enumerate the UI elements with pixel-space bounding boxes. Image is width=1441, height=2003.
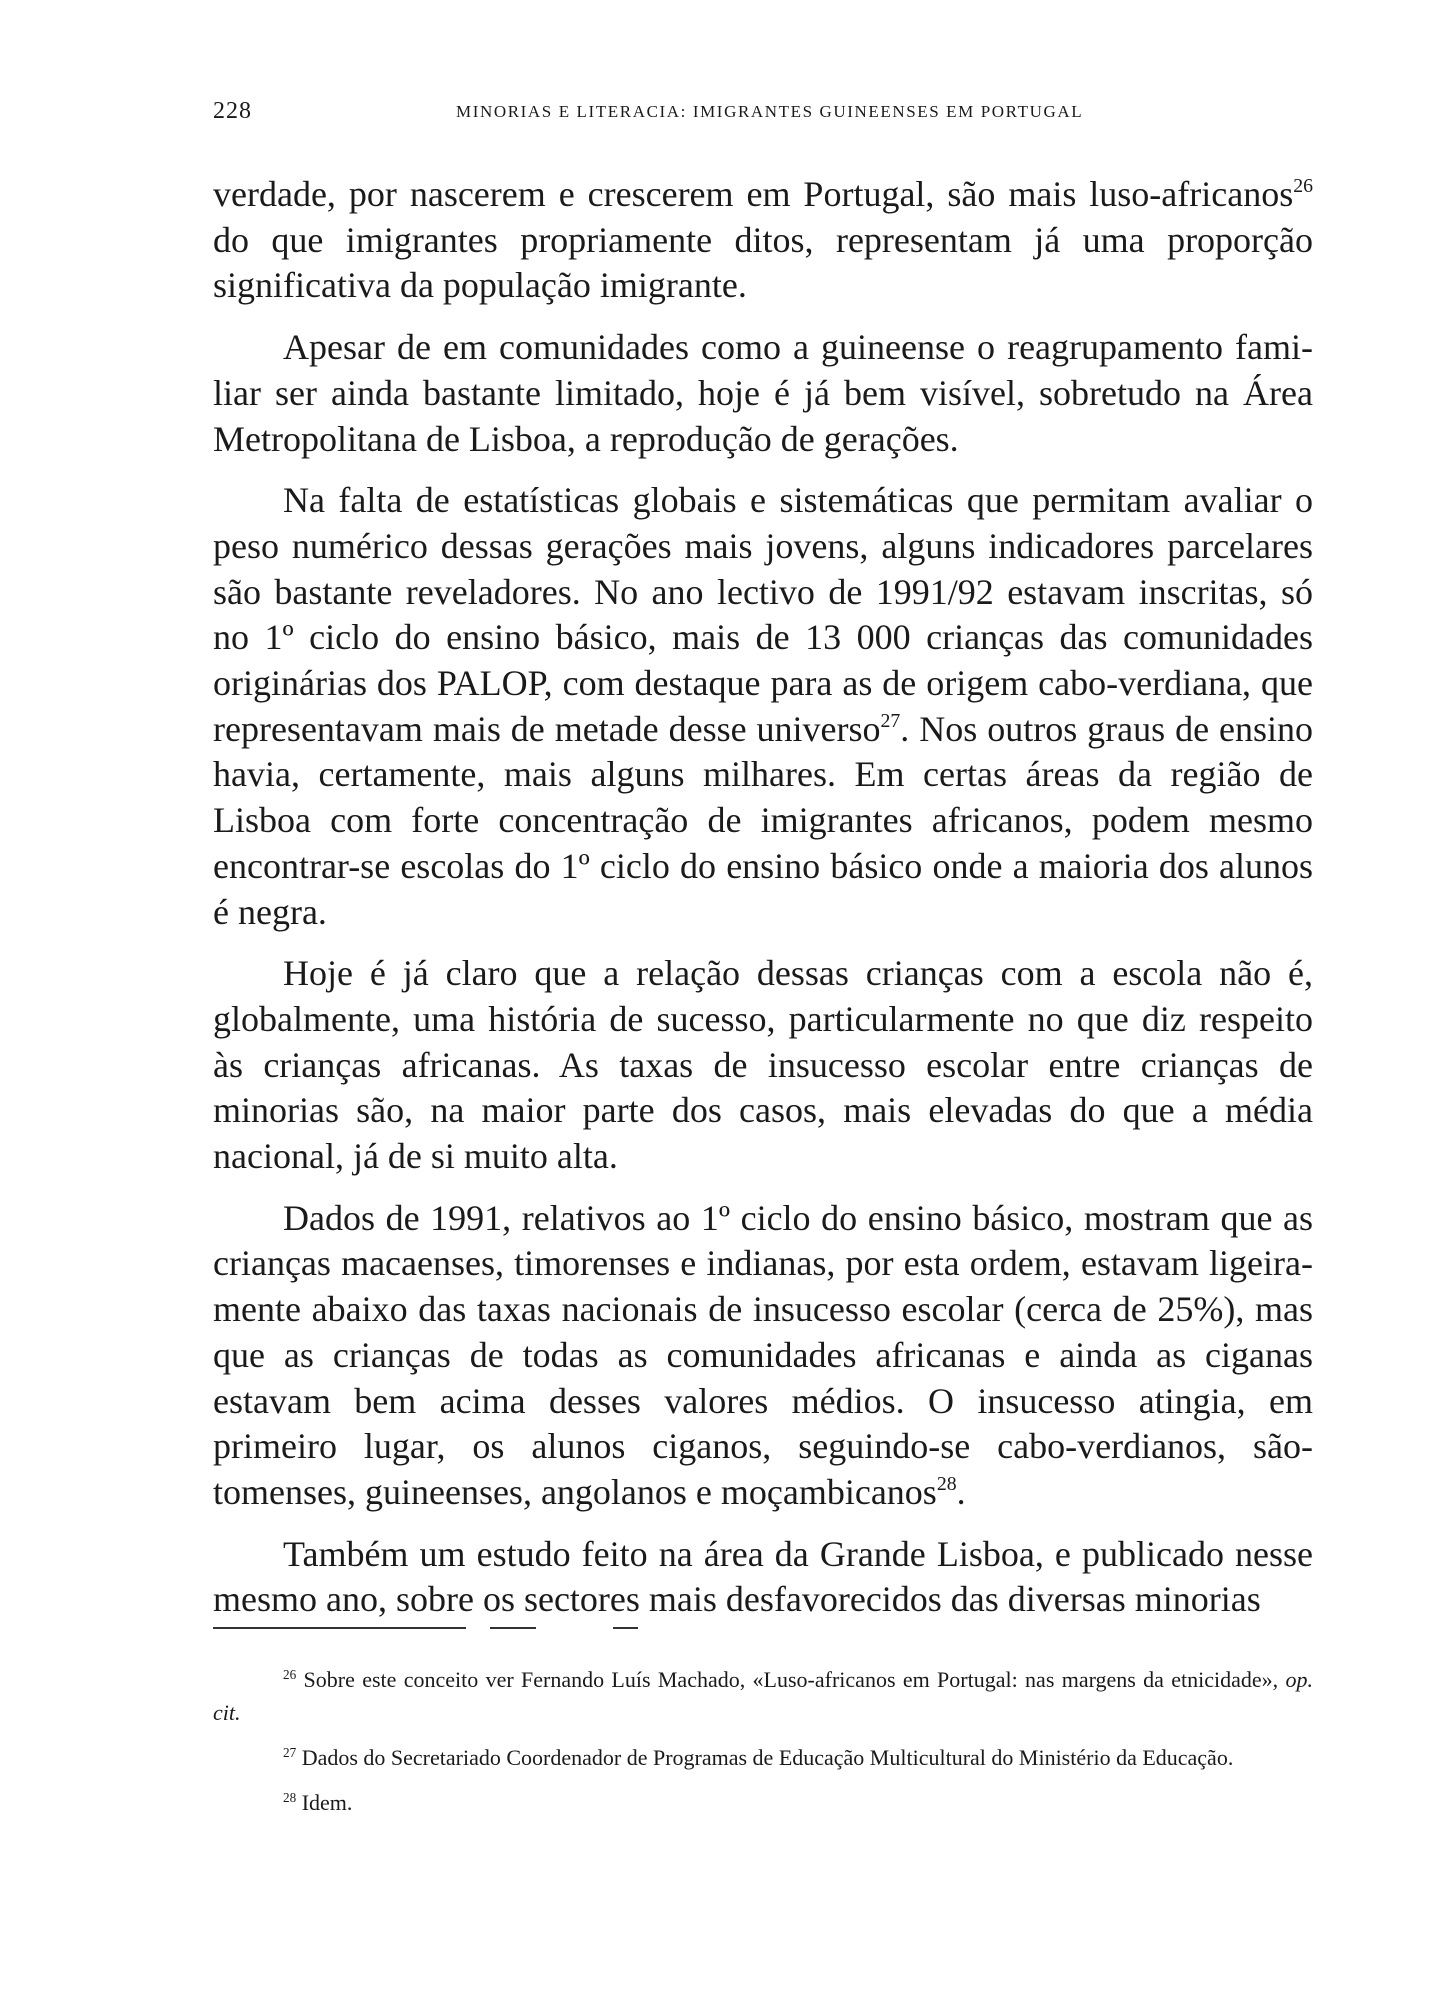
footnote-separator	[213, 1627, 638, 1629]
paragraph-text: do que imigrantes propriamente ditos, representam já uma proporção significativa da população imigrante.	[213, 219, 1313, 306]
paragraph-text: Também um estudo feito na área da Grande Lisboa, e publicado nesse mesmo ano, sobre os sectores mais desfavorecidos das diversas minorias	[213, 1533, 1313, 1620]
paragraph-text: verdade, por nascerem e crescerem em Portugal, são mais luso-africanos	[213, 174, 1294, 214]
paragraph-text: . Nos outros graus de ensino havia, certamente, mais alguns milhares. Em certas áreas da região de Lisboa com forte concentração de imigrantes africanos, podem mesmo encontrar-se escolas do 1º ciclo do ensino básico onde a maioria dos alunos é negra.	[213, 708, 1314, 932]
footnote-text: Dados do Secretariado Coordenador de Programas de Educação Multicultural do Ministério da Educação.	[301, 1745, 1234, 1770]
paragraph-text: .	[956, 1471, 966, 1512]
body-paragraph	[213, 325, 1313, 462]
body-paragraph	[213, 951, 1313, 1180]
footnote-reference: 27	[880, 709, 901, 732]
paragraph-text: Dados de 1991, relativos ao 1º ciclo do ensino básico, mostram que as crianças macaenses, timorenses e indianas, por esta ordem, estavam ligeiramente abaixo das taxas nacionais de insucesso escolar (cerca de 25%), mas que as crianças de todas as comunidades africanas e ainda as ciganas estavam bem acima desses valores médios. O insucesso atingia, em primeiro lugar, os alunos ciganos, seguindo-se cabo-verdianos, são-tomenses, guineenses, angolanos e moçambicanos	[213, 1197, 1313, 1512]
footnote	[213, 1663, 1313, 1729]
footnote-reference: 26	[1293, 174, 1313, 197]
body-paragraph	[213, 1196, 1313, 1516]
footnote-number: 27	[283, 1745, 297, 1761]
page-number: 228	[213, 98, 252, 124]
footnote	[213, 1786, 1313, 1819]
footnote-text: Idem.	[301, 1790, 353, 1815]
body-paragraph	[213, 1532, 1313, 1623]
paragraph-text: Na falta de estatísticas globais e sistemáticas que permitam avaliar o peso numérico dessas gerações mais jovens, alguns indicadores parcelares são bastante reveladores. No ano lectivo de 1991/92 estavam inscritas, só no 1º ciclo do ensino básico, mais de 13 000 crianças das comunidades originárias dos PALOP, com destaque para as de origem cabo-verdiana, que representavam mais de metade desse universo	[213, 480, 1313, 749]
footnote-reference: 28	[936, 1472, 957, 1495]
running-head: MINORIAS E LITERACIA: IMIGRANTES GUINEENSES EM PORTUGAL	[456, 102, 1084, 121]
page-header	[213, 98, 1315, 138]
footnote-text: Sobre este conceito ver Fernando Luís Machado, «Luso-africanos em Portugal: nas margens da etnicidade»,	[303, 1667, 1286, 1692]
footnote-number: 26	[283, 1667, 297, 1683]
paragraph-text: Apesar de em comunidades como a guineense o reagrupamento familiar ser ainda bastante limitado, hoje é já bem visível, sobretudo na Área Metropolitana de Lisboa, a reprodução de gerações.	[213, 327, 1313, 459]
footnote	[213, 1741, 1313, 1774]
footnotes	[213, 1663, 1313, 1831]
body-paragraph	[213, 172, 1313, 309]
footnote-citation-italic: op. cit.	[213, 1667, 1313, 1725]
body-text	[213, 172, 1313, 1639]
footnote-number: 28	[283, 1790, 297, 1806]
paragraph-text: Hoje é já claro que a relação dessas crianças com a escola não é, globalmente, uma história de sucesso, particularmente no que diz respeito às crianças africanas. As taxas de insucesso escolar entre crianças de minorias são, na maior parte dos casos, mais elevadas do que a média nacional, já de si muito alta.	[213, 953, 1313, 1177]
body-paragraph	[213, 478, 1313, 935]
